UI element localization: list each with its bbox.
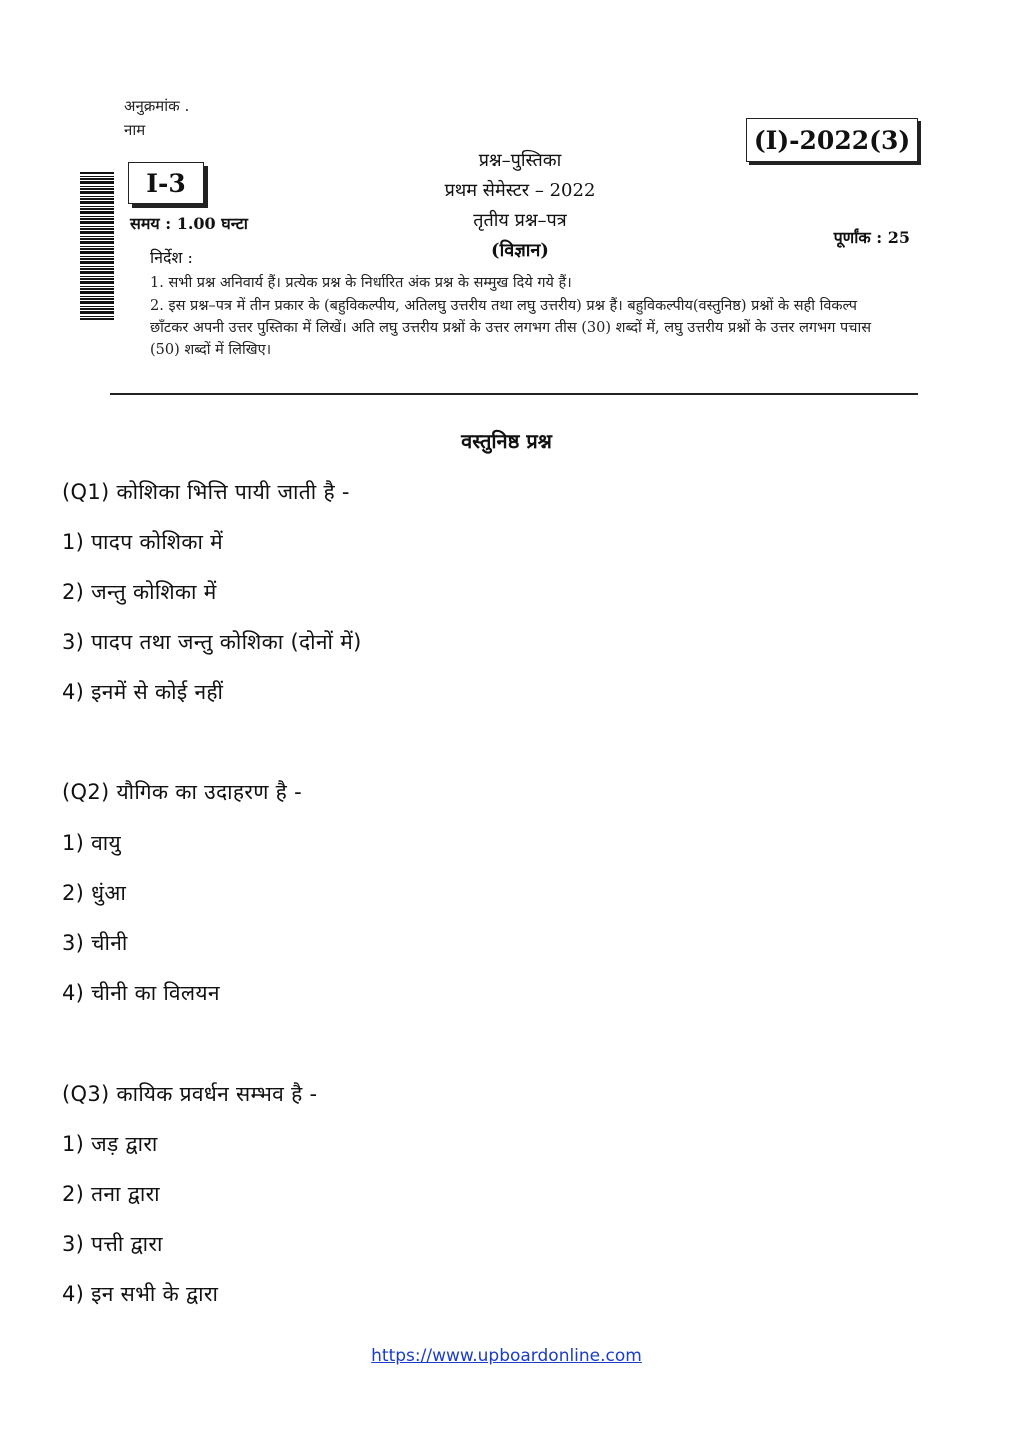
question-1-option-1: 1) पादप कोशिका में	[62, 530, 224, 554]
question-2-option-2: 2) धुंआ	[62, 881, 127, 905]
question-3: (Q3) कायिक प्रवर्धन सम्भव है -	[62, 1082, 318, 1106]
question-3-option-2: 2) तना द्वारा	[62, 1182, 160, 1206]
name-label: नाम	[124, 121, 146, 139]
time-label: समय : 1.00 घन्टा	[130, 214, 248, 233]
question-3-option-4: 4) इन सभी के द्वारा	[62, 1282, 219, 1306]
semester-title: प्रथम सेमेस्टर – 2022	[444, 180, 596, 201]
question-1-option-3: 3) पादप तथा जन्तु कोशिका (दोनों में)	[62, 630, 362, 654]
footer-link[interactable]: https://www.upboardonline.com	[371, 1346, 642, 1366]
paper-code-box: (I)-2022(3)	[746, 118, 918, 162]
question-2-option-4: 4) चीनी का विलयन	[62, 981, 220, 1005]
booklet-title: प्रश्न–पुस्तिका	[478, 150, 562, 171]
roll-number-label: अनुक्रमांक .	[124, 97, 190, 115]
question-2-option-1: 1) वायु	[62, 831, 122, 855]
paper-number-title: तृतीय प्रश्न–पत्र	[473, 210, 567, 231]
instruction-1: 1. सभी प्रश्न अनिवार्य हैं। प्रत्येक प्रश्न के निर्धारित अंक प्रश्न के सम्मुख दिये गये हैं।	[150, 275, 572, 291]
barcode-icon	[80, 172, 114, 320]
subject-title: (विज्ञान)	[491, 240, 549, 261]
instructions-label: निर्देश :	[150, 248, 193, 267]
question-1-option-4: 4) इनमें से कोई नहीं	[62, 680, 224, 704]
question-2: (Q2) यौगिक का उदाहरण है -	[62, 780, 302, 804]
question-1-option-2: 2) जन्तु कोशिका में	[62, 580, 217, 604]
instruction-2: 2. इस प्रश्न–पत्र में तीन प्रकार के (बहुविकल्पीय, अतिलघु उत्तरीय तथा लघु उत्तरीय) प्रश्न हैं। बहुविकल्पीय(वस्तुनिष्ठ) प्रश्नों के सही विकल्प छाँटकर अपनी उत्तर पुस्तिका में लिखें। अति लघु उत्तरीय प्रश्नों के उत्तर लगभग तीस (30) शब्दों में, लघु उत्तरीय प्रश्नों के उत्तर लगभग पचास (50) शब्दों में लिखिए।	[150, 298, 872, 358]
question-2-option-3: 3) चीनी	[62, 931, 128, 955]
section-title: वस्तुनिष्ठ प्रश्न	[461, 429, 552, 453]
question-1: (Q1) कोशिका भित्ति पायी जाती है -	[62, 480, 350, 504]
max-marks-label: पूर्णांक : 25	[833, 228, 910, 247]
question-3-option-1: 1) जड़ द्वारा	[62, 1132, 158, 1156]
question-3-option-3: 3) पत्ती द्वारा	[62, 1232, 163, 1256]
paper-id-box: I-3	[128, 162, 204, 204]
header-divider	[110, 393, 918, 395]
